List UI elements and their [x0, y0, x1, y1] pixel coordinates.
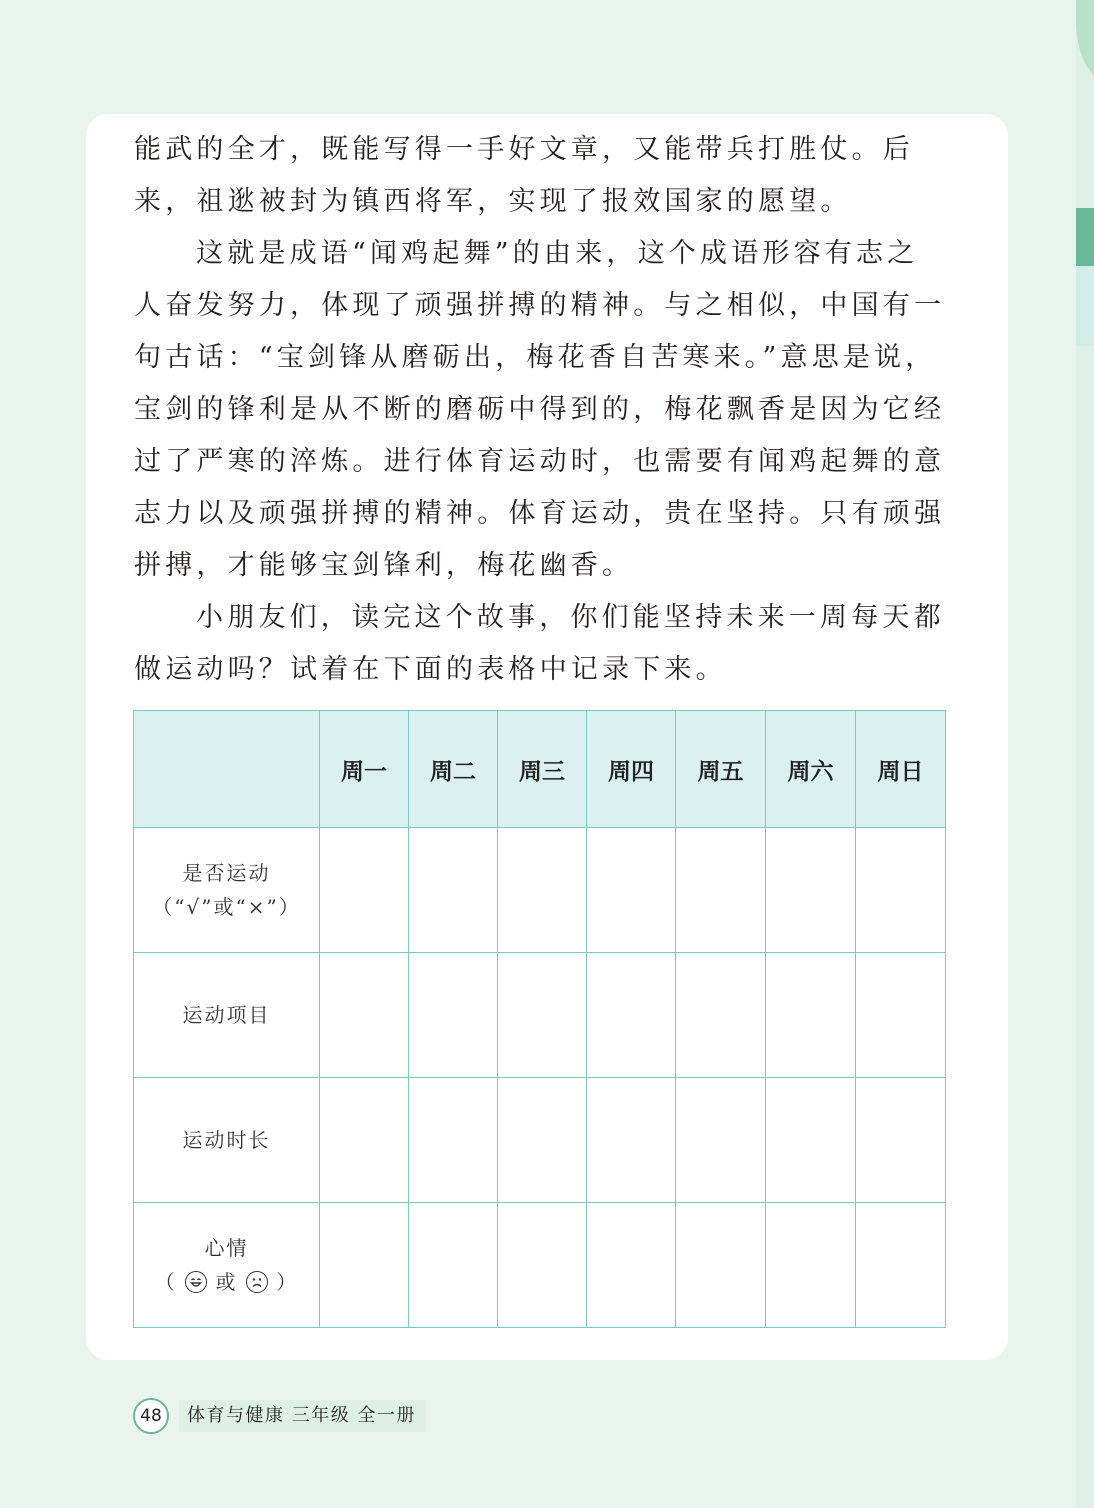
entry-cell[interactable] — [587, 953, 676, 1078]
or-text: 或 — [215, 1270, 238, 1294]
row-label-line1: 运动项目 — [182, 1003, 271, 1027]
entry-cell[interactable] — [498, 953, 587, 1078]
entry-cell[interactable] — [409, 828, 498, 953]
side-tab-marker — [1076, 208, 1094, 266]
entry-cell[interactable] — [676, 1078, 766, 1203]
entry-cell[interactable] — [856, 953, 946, 1078]
entry-cell[interactable] — [676, 828, 766, 953]
entry-cell[interactable] — [320, 828, 409, 953]
content-card — [86, 114, 1008, 1360]
page-footer — [133, 1398, 426, 1434]
paragraph-3: 小朋友们，读完这个故事，你们能坚持未来一周每天都做运动吗？试着在下面的表格中记录下来。 — [134, 602, 945, 685]
entry-cell[interactable] — [766, 1203, 856, 1328]
entry-cell[interactable] — [856, 1203, 946, 1328]
entry-cell[interactable] — [498, 1078, 587, 1203]
row-label-line2: （“√”或“×”） — [152, 895, 301, 919]
weekly-exercise-table — [133, 710, 946, 1328]
row-label-line1: 运动时长 — [182, 1128, 271, 1152]
table-header-row — [134, 711, 946, 828]
day-header: 周五 — [676, 711, 766, 828]
book-title: 体育与健康 三年级 全一册 — [179, 1400, 426, 1432]
entry-cell[interactable] — [587, 828, 676, 953]
row-label-line2 — [134, 1265, 319, 1299]
entry-cell[interactable] — [409, 1203, 498, 1328]
entry-cell[interactable] — [498, 1203, 587, 1328]
table-row-exercised — [134, 828, 946, 953]
entry-cell[interactable] — [587, 1078, 676, 1203]
table-row-mood — [134, 1203, 946, 1328]
paragraph-1: 能武的全才，既能写得一手好文章，又能带兵打胜仗。后来，祖逖被封为镇西将军，实现了报效国家的愿望。 — [134, 134, 914, 217]
entry-cell[interactable] — [766, 953, 856, 1078]
table-row-activity — [134, 953, 946, 1078]
row-label-line1: 是否运动 — [182, 861, 271, 885]
entry-cell[interactable] — [320, 1078, 409, 1203]
row-label-line1: 心情 — [204, 1236, 249, 1260]
entry-cell[interactable] — [676, 1203, 766, 1328]
sad-face-icon — [246, 1271, 268, 1293]
row-label-mood — [134, 1203, 320, 1328]
side-tab-shade — [1076, 266, 1094, 346]
day-header: 周六 — [766, 711, 856, 828]
header-corner-cell — [134, 711, 320, 828]
paren-open: （ — [154, 1270, 177, 1294]
paren-close: ） — [276, 1270, 299, 1294]
day-header: 周三 — [498, 711, 587, 828]
entry-cell[interactable] — [676, 953, 766, 1078]
smiling-face-icon — [185, 1271, 207, 1293]
paragraph-2: 这就是成语“闻鸡起舞”的由来，这个成语形容有志之人奋发努力，体现了顽强拼搏的精神。与之相似，中国有一句古话：“宝剑锋从磨砺出，梅花香自苦寒来。”意思是说，宝剑的锋利是从不断的磨砺中得到的，梅花飘香是因为它经过了严寒的淬炼。进行体育运动时，也需要有闻鸡起舞的意志力以及顽强拼搏的精神。体育运动，贵在坚持。只有顽强拼搏，才能够宝剑锋利，梅花幽香。 — [134, 238, 946, 581]
entry-cell[interactable] — [766, 828, 856, 953]
day-header: 周一 — [320, 711, 409, 828]
row-label-duration — [134, 1078, 320, 1203]
day-header: 周四 — [587, 711, 676, 828]
entry-cell[interactable] — [587, 1203, 676, 1328]
entry-cell[interactable] — [856, 828, 946, 953]
day-header: 周二 — [409, 711, 498, 828]
row-label-activity — [134, 953, 320, 1078]
entry-cell[interactable] — [409, 953, 498, 1078]
page-number: 48 — [133, 1398, 169, 1434]
entry-cell[interactable] — [766, 1078, 856, 1203]
entry-cell[interactable] — [856, 1078, 946, 1203]
entry-cell[interactable] — [320, 1203, 409, 1328]
entry-cell[interactable] — [320, 953, 409, 1078]
row-label-exercised — [134, 828, 320, 953]
entry-cell[interactable] — [498, 828, 587, 953]
table-row-duration — [134, 1078, 946, 1203]
day-header: 周日 — [856, 711, 946, 828]
entry-cell[interactable] — [409, 1078, 498, 1203]
